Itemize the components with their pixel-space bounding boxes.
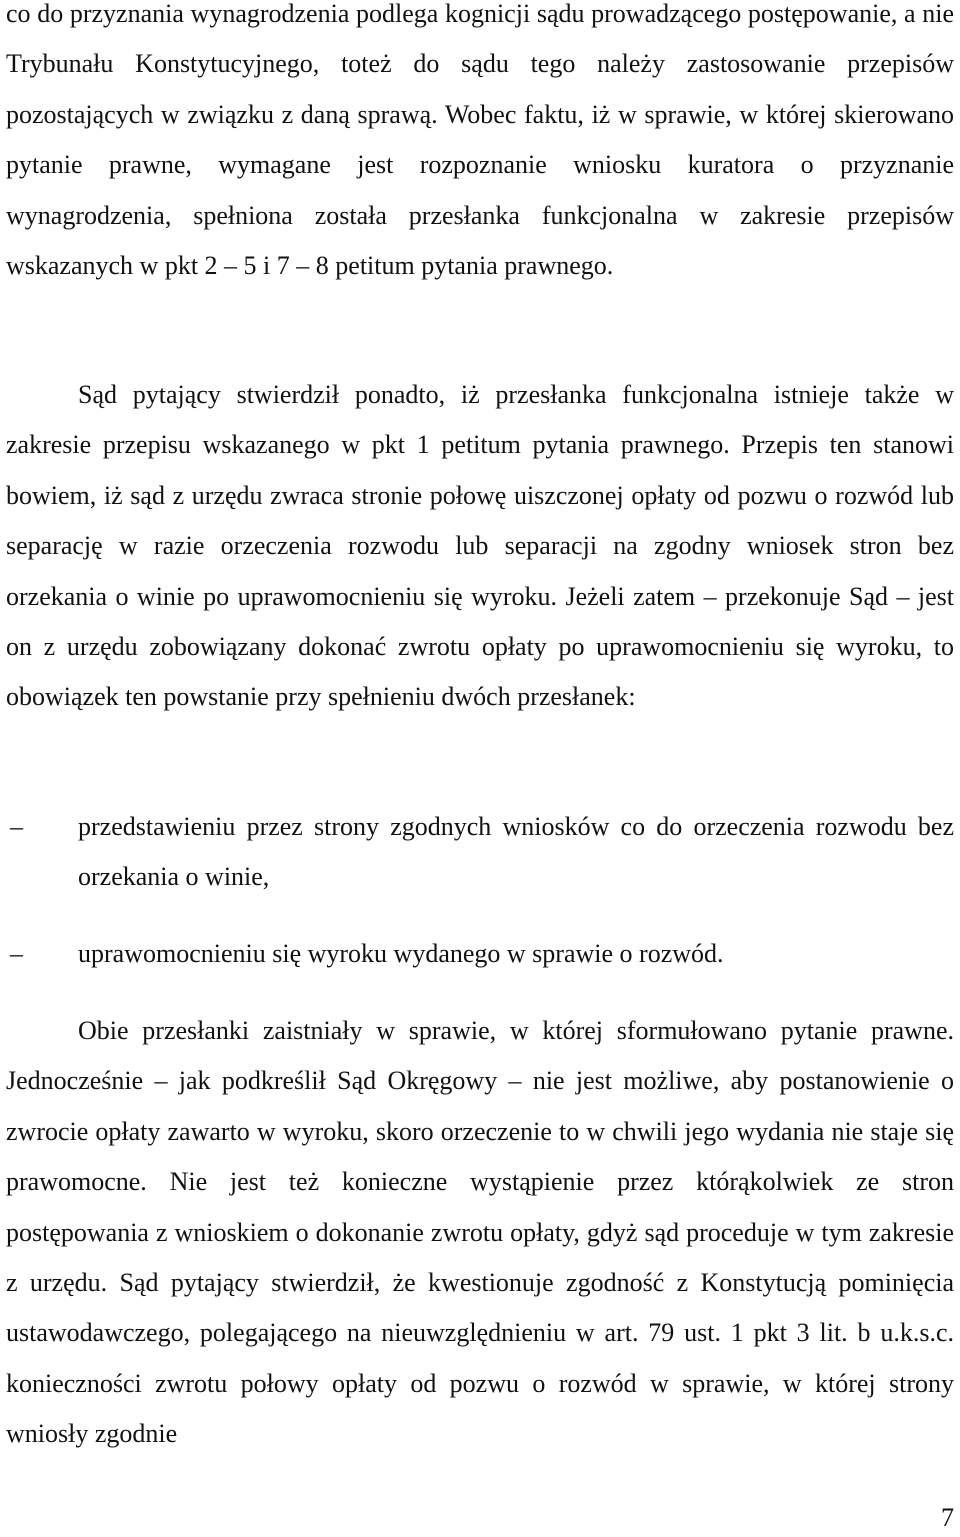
paragraph-continuation: co do przyznania wynagrodzenia podlega kognicji sądu prowadzącego postępowanie, a nie Trybunału Konstytucyjnego, toteż do sądu tego należy zastosowanie przepisów pozostających w związku z daną sprawą. Wobec faktu, iż w sprawie, w której skierowano pytanie prawne, wymagane jest rozpoznanie wniosku kuratora o przyznanie wynagrodzenia, spełniona została przesłanka funkcjonalna w zakresie przepisów wskazanych w pkt 2 – 5 i 7 – 8 petitum pytania prawnego. <box>6 0 954 281</box>
list-item <box>6 802 954 903</box>
list-dash: – <box>10 938 23 968</box>
list-dash: – <box>10 812 23 841</box>
list-item <box>6 929 954 979</box>
page-number: 7 <box>941 1503 954 1532</box>
paragraph-functional-premise: Sąd pytający stwierdził ponadto, iż przesłanka funkcjonalna istnieje także w zakresie przepisu wskazanego w pkt 1 petitum pytania prawnego. Przepis ten stanowi bowiem, iż sąd z urzędu zwraca stronie połowę uiszczonej opłaty od pozwu o rozwód lub separację w razie orzeczenia rozwodu lub separacji na zgodny wniosek stron bez orzekania o winie po uprawomocnieniu się wyroku. Jeżeli zatem – przekonuje Sąd – jest on z urzędu zobowiązany dokonać zwrotu opłaty po uprawomocnieniu się wyroku, to obowiązek ten powstanie przy spełnieniu dwóch przesłanek: <box>6 380 954 712</box>
list-item-text: przedstawieniu przez strony zgodnych wniosków co do orzeczenia rozwodu bez orzekania o winie, <box>78 812 954 892</box>
paragraph-both-premises: Obie przesłanki zaistniały w sprawie, w której sformułowano pytanie prawne. Jednocześnie – jak podkreślił Sąd Okręgowy – nie jest możliwe, aby postanowienie o zwrocie opłaty zawarto w wyroku, skoro orzeczenie to w chwili jego wydania nie staje się prawomocne. Nie jest też konieczne wystąpienie przez którąkolwiek ze stron postępowania z wnioskiem o dokonanie zwrotu opłaty, gdyż sąd proceduje w tym zakresie z urzędu. Sąd pytający stwierdził, że kwestionuje zgodność z Konstytucją pominięcia ustawodawczego, polegającego na nieuwzględnieniu w art. 79 ust. 1 pkt 3 lit. b u.k.s.c. konieczności zwrotu połowy opłaty od pozwu o rozwód w sprawie, w której strony wniosły zgodnie <box>6 1016 954 1449</box>
premises-list <box>6 802 954 979</box>
list-item-text: uprawomocnieniu się wyroku wydanego w sprawie o rozwód. <box>78 938 724 968</box>
